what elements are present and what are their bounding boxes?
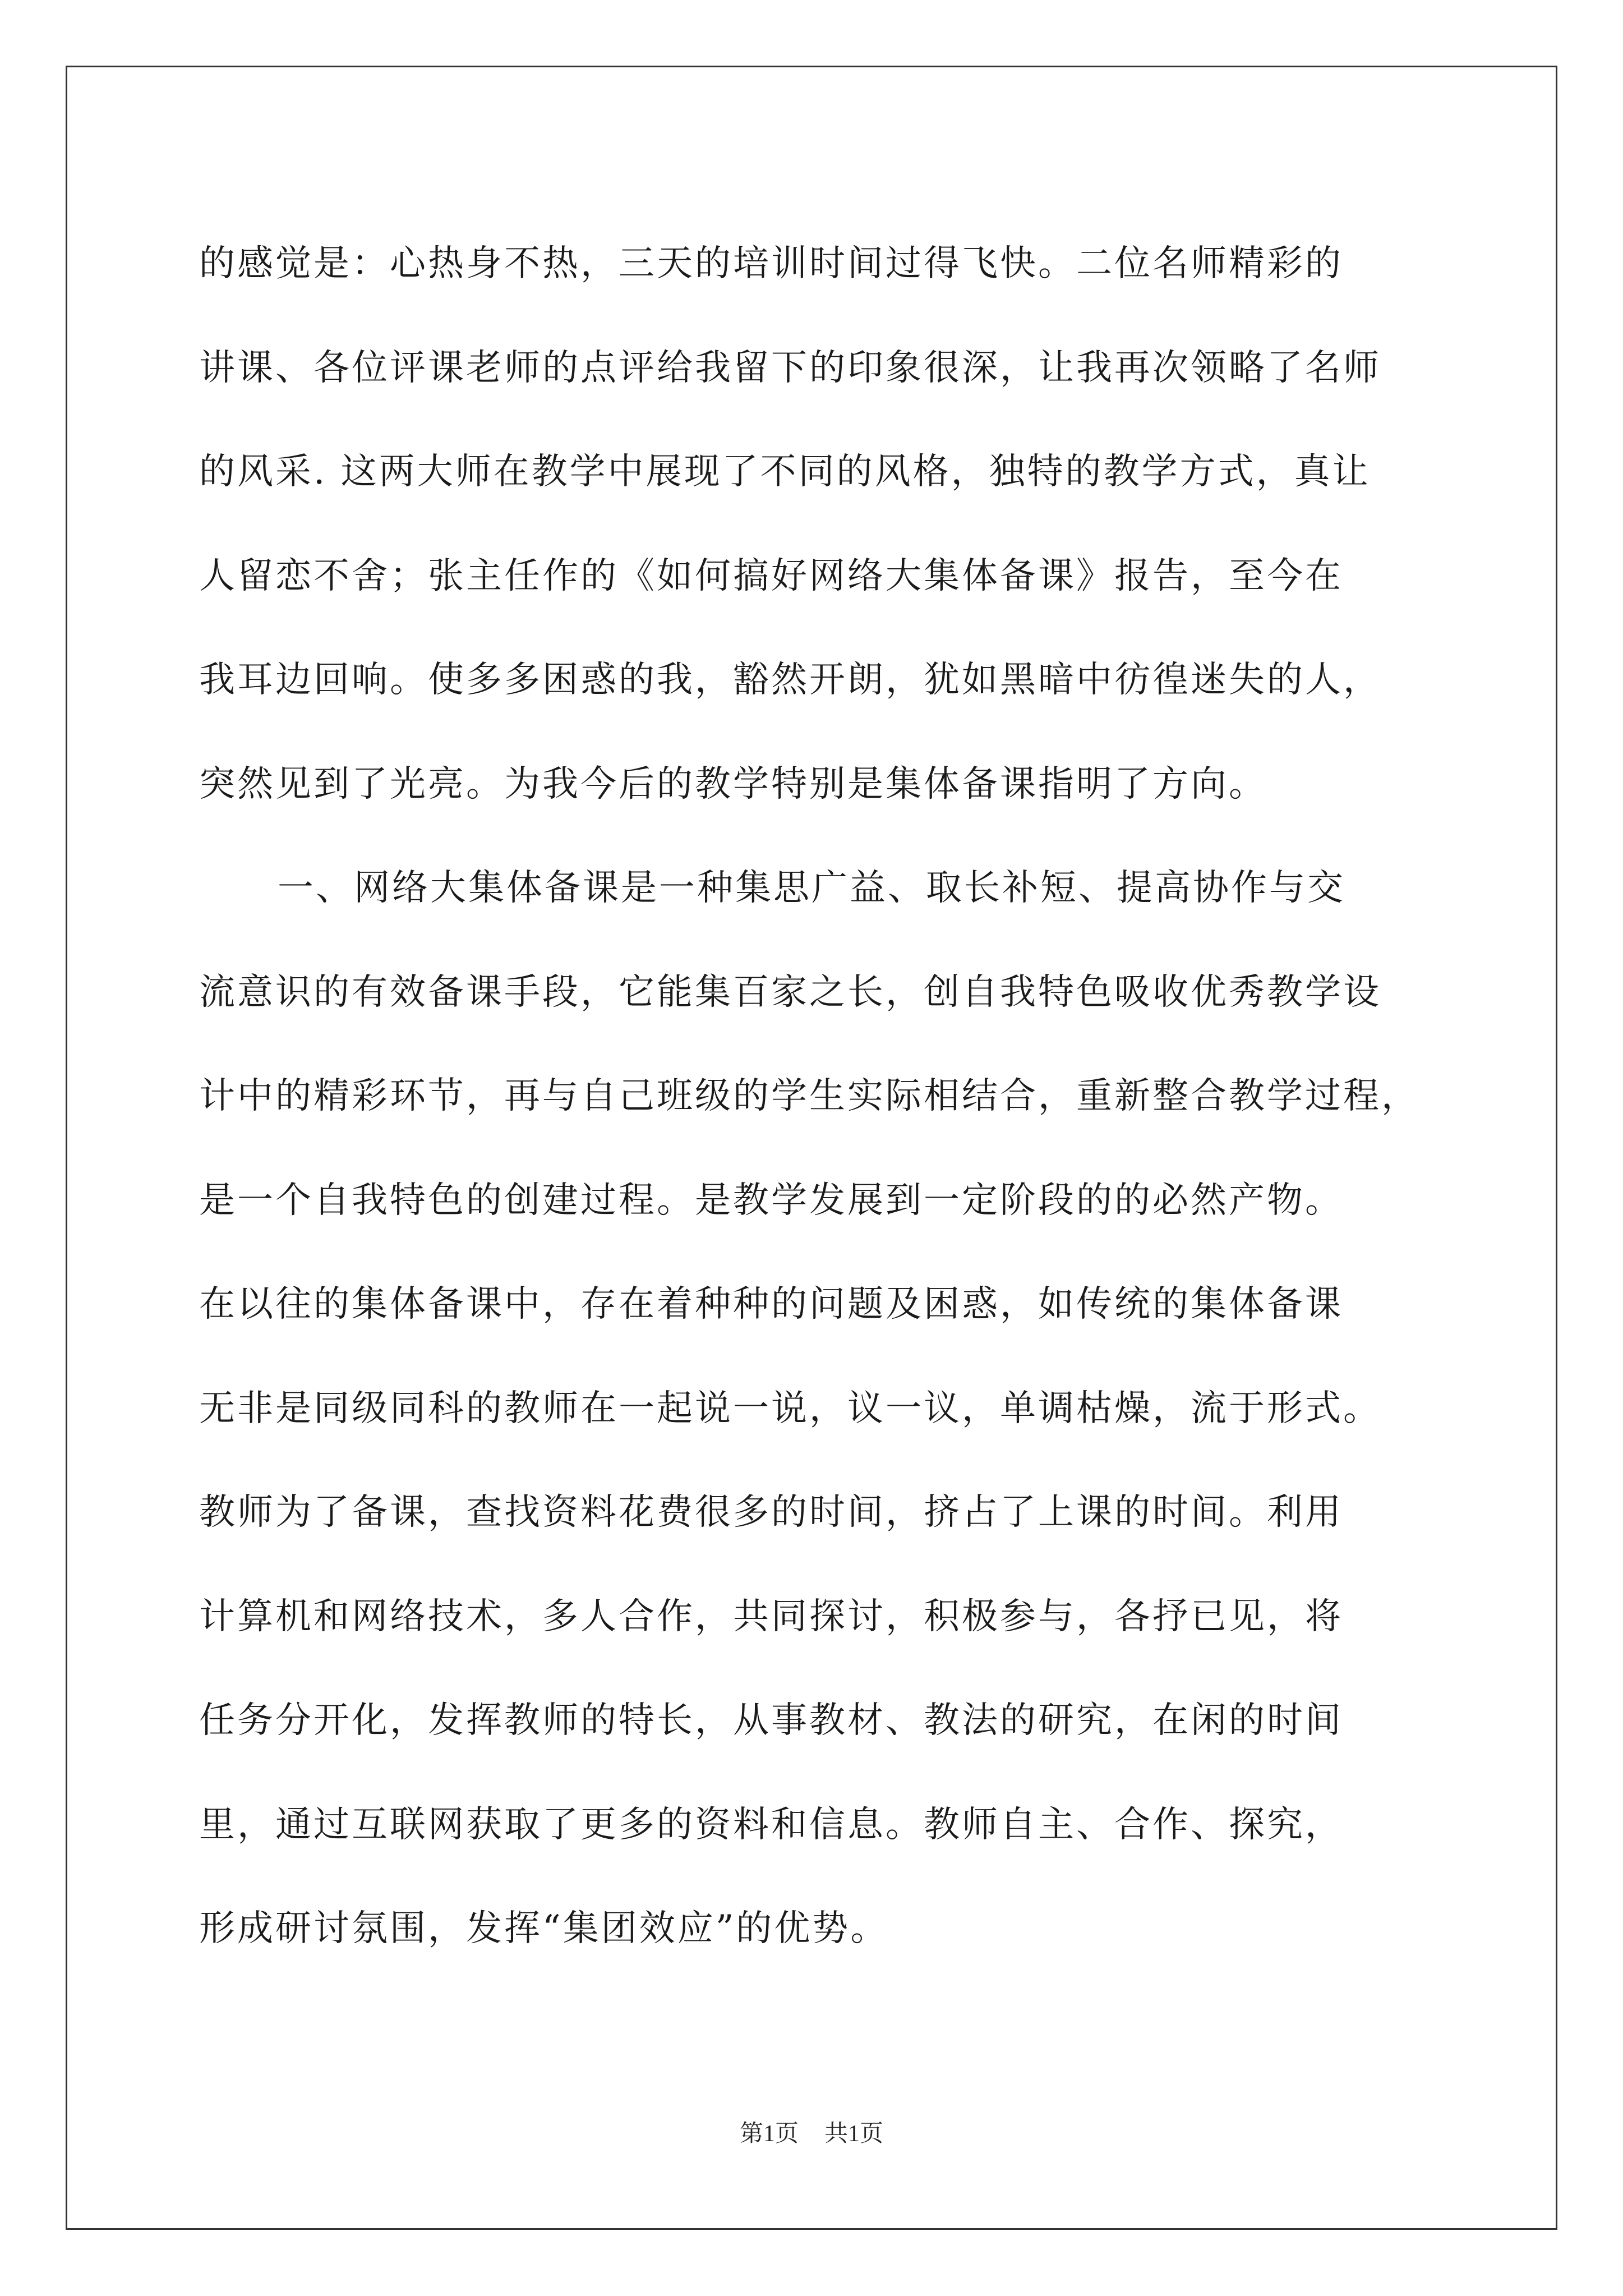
text-line: 里，通过互联网获取了更多的资料和信息。教师自主、合作、探究， <box>199 1803 1343 1846</box>
text-line: 人留恋不舍；张主任作的《如何搞好网络大集体备课》报告，至今在 <box>199 555 1343 597</box>
text-line: 计中的精彩环节，再与自己班级的学生实际相结合，重新整合教学过程， <box>199 1075 1419 1117</box>
page-number: 第1页 <box>739 2121 799 2147</box>
text-line: 形成研讨氛围，发挥“集团效应”的优势。 <box>199 1908 889 1949</box>
paragraph-start-line: 一、网络大集体备课是一种集思广益、取长补短、提高协作与交 <box>278 867 1345 909</box>
page-footer <box>0 2115 1623 2148</box>
text-line: 流意识的有效备课手段，它能集百家之长，创自我特色吸收优秀教学设 <box>199 971 1381 1013</box>
text-line: 教师为了备课，查找资料花费很多的时间，挤占了上课的时间。利用 <box>199 1492 1343 1533</box>
text-line: 的感觉是：心热身不热，三天的培训时间过得飞快。二位名师精彩的 <box>199 243 1343 284</box>
text-line: 无非是同级同科的教师在一起说一说，议一议，单调枯燥，流于形式。 <box>199 1387 1381 1429</box>
text-line: 突然见到了光亮。为我今后的教学特别是集体备课指明了方向。 <box>199 763 1267 805</box>
page-total: 共1页 <box>824 2121 884 2147</box>
text-line: 计算机和网络技术，多人合作，共同探讨，积极参与，各抒已见，将 <box>199 1595 1343 1637</box>
text-line: 我耳边回响。使多多困惑的我，豁然开朗，犹如黑暗中彷徨迷失的人， <box>199 659 1381 701</box>
text-line: 的风采. 这两大师在教学中展现了不同的风格，独特的教学方式，真让 <box>199 451 1371 493</box>
document-body <box>199 212 1455 1981</box>
text-line: 在以往的集体备课中，存在着种种的问题及困惑，如传统的集体备课 <box>199 1283 1343 1325</box>
text-line: 任务分开化，发挥教师的特长，从事教材、教法的研究，在闲的时间 <box>199 1700 1343 1741</box>
text-line: 讲课、各位评课老师的点评给我留下的印象很深，让我再次领略了名师 <box>199 347 1381 389</box>
text-line: 是一个自我特色的创建过程。是教学发展到一定阶段的的必然产物。 <box>199 1179 1343 1221</box>
